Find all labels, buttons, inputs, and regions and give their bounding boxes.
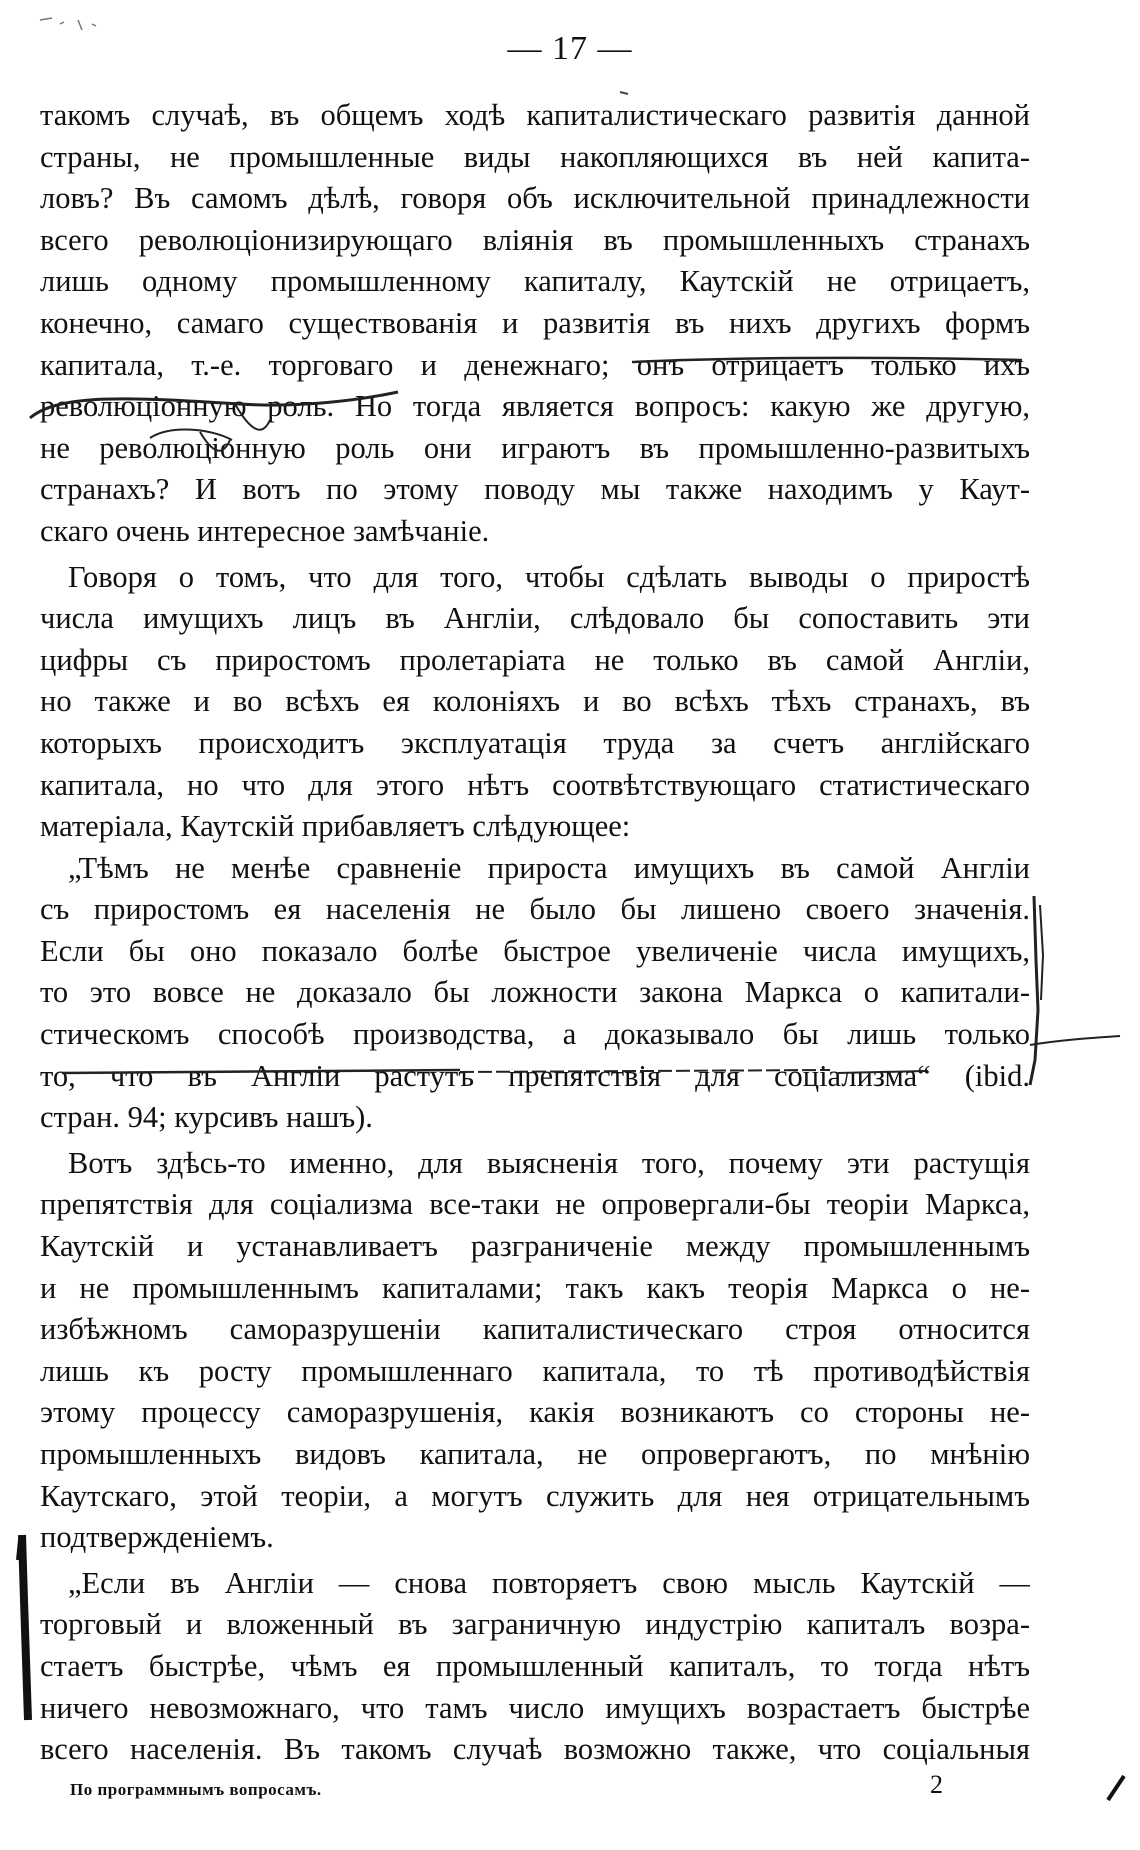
quote-line: то, что въ Англіи растутъ препятствія для соціализма“ (ibid. <box>40 1058 1030 1093</box>
quote-line: всего населенія. Въ такомъ случаѣ возможно также, что соціальныя <box>40 1732 1030 1767</box>
quote-line: ничего невозможнаго, что тамъ число имущихъ возрастаетъ быстрѣе <box>40 1690 1030 1725</box>
text-line: капитала, т.-е. торговаго и денежнаго; онъ отрицаетъ только ихъ <box>40 347 1030 382</box>
text-line: скаго очень интересное замѣчаніе. <box>40 513 490 548</box>
quote-line: съ приростомъ ея населенія не было бы лишено своего значенія. <box>40 892 1030 927</box>
text-line: промышленныхъ видовъ капитала, не опровергаютъ, по мнѣнію <box>40 1437 1030 1471</box>
text-line: страны, не промышленные виды накопляющихся въ ней капита- <box>40 139 1030 174</box>
text-line: лишь къ росту промышленнаго капитала, то тѣ противодѣйствія <box>40 1353 1030 1388</box>
margin-bracket <box>1030 896 1038 1085</box>
quote-line: стран. 94; курсивъ нашъ). <box>40 1100 373 1135</box>
text-line: ловъ? Въ самомъ дѣлѣ, говоря объ исключительной принадлежности <box>40 181 1030 216</box>
quote-line: то это вовсе не доказало бы ложности закона Маркса о капитали- <box>40 975 1030 1010</box>
body-text <box>40 95 1030 1771</box>
text-line: Говоря о томъ, что для того, чтобы сдѣлать выводы о приростѣ <box>68 559 1030 594</box>
margin-bar <box>22 1535 28 1720</box>
quote-line: стическомъ способѣ производства, а доказывало бы лишь только <box>40 1017 1030 1052</box>
text-line: препятствія для соціализма все-таки не опровергали-бы теоріи Маркса, <box>40 1187 1030 1222</box>
text-line: матеріала, Каутскій прибавляетъ слѣдующее: <box>40 809 631 844</box>
quote-line: Если бы оно показало болѣе быстрое увеличеніе числа имущихъ, <box>40 933 1030 968</box>
text-line: подтвержденіемъ. <box>40 1520 274 1555</box>
text-line: всего революціонизирующаго вліянія въ промышленныхъ странахъ <box>40 222 1030 257</box>
quote-line: „Если въ Англіи — снова повторяетъ свою мысль Каутскій — <box>68 1565 1030 1600</box>
margin-bracket <box>1040 905 1043 1000</box>
text-line: конечно, самаго существованія и развитія въ нихъ другихъ формъ <box>40 305 1030 340</box>
text-line: лишь одному промышленному капиталу, Каутскій не отрицаетъ, <box>40 264 1030 299</box>
text-line: числа имущихъ лицъ въ Англіи, слѣдовало бы сопоставить эти <box>40 601 1030 636</box>
text-line: цифры съ приростомъ пролетаріата не только въ самой Англіи, <box>40 642 1030 677</box>
page-number: — 17 — <box>507 30 633 67</box>
text-line: такомъ случаѣ, въ общемъ ходѣ капиталистическаго развитія данной <box>40 98 1030 132</box>
text-line: странахъ? И вотъ по этому поводу мы также находимъ у Каут- <box>40 472 1030 507</box>
text-line: Вотъ здѣсь-то именно, для выясненія того, почему эти растущія <box>68 1145 1030 1180</box>
text-line: революціонную роль. Но тогда является вопросъ: какую же другую, <box>40 389 1030 424</box>
text-line: Каутскаго, этой теоріи, а могутъ служить для нея отрицательнымъ <box>40 1478 1030 1513</box>
footer-signature: По программнымъ вопросамъ. <box>70 1780 322 1799</box>
scan-speck <box>40 18 96 30</box>
text-line: Каутскій и устанавливаетъ разграниченіе между промышленнымъ <box>40 1229 1030 1264</box>
text-line: капитала, но что для этого нѣтъ соотвѣтствующаго статистическаго <box>40 767 1030 802</box>
text-line: этому процессу саморазрушенія, какія возникаютъ со стороны не- <box>40 1395 1030 1430</box>
quote-line: торговый и вложенный въ заграничную индустрію капиталъ возра- <box>40 1607 1030 1642</box>
margin-arrow <box>1030 1036 1120 1045</box>
text-line: и не промышленнымъ капиталами; такъ какъ теорія Маркса о не- <box>40 1270 1030 1305</box>
text-line: не революціонную роль они играютъ въ промышленно-развитыхъ <box>40 430 1030 465</box>
text-line: но также и во всѣхъ ея колоніяхъ и во всѣхъ тѣхъ странахъ, въ <box>40 684 1030 719</box>
margin-bar <box>18 1540 20 1560</box>
scan-speck <box>620 92 628 94</box>
text-line: избѣжномъ саморазрушеніи капиталистическаго строя относится <box>40 1312 1030 1347</box>
text-line: которыхъ происходитъ эксплуатація труда за счетъ англійскаго <box>40 725 1030 760</box>
quote-line: „Тѣмъ не менѣе сравненіе прироста имущихъ въ самой Англіи <box>68 850 1030 885</box>
signature-mark: 2 <box>930 1770 943 1799</box>
quote-line: стаетъ быстрѣе, чѣмъ ея промышленный капиталъ, то тогда нѣтъ <box>40 1648 1030 1683</box>
pencil-mark <box>1108 1776 1124 1800</box>
